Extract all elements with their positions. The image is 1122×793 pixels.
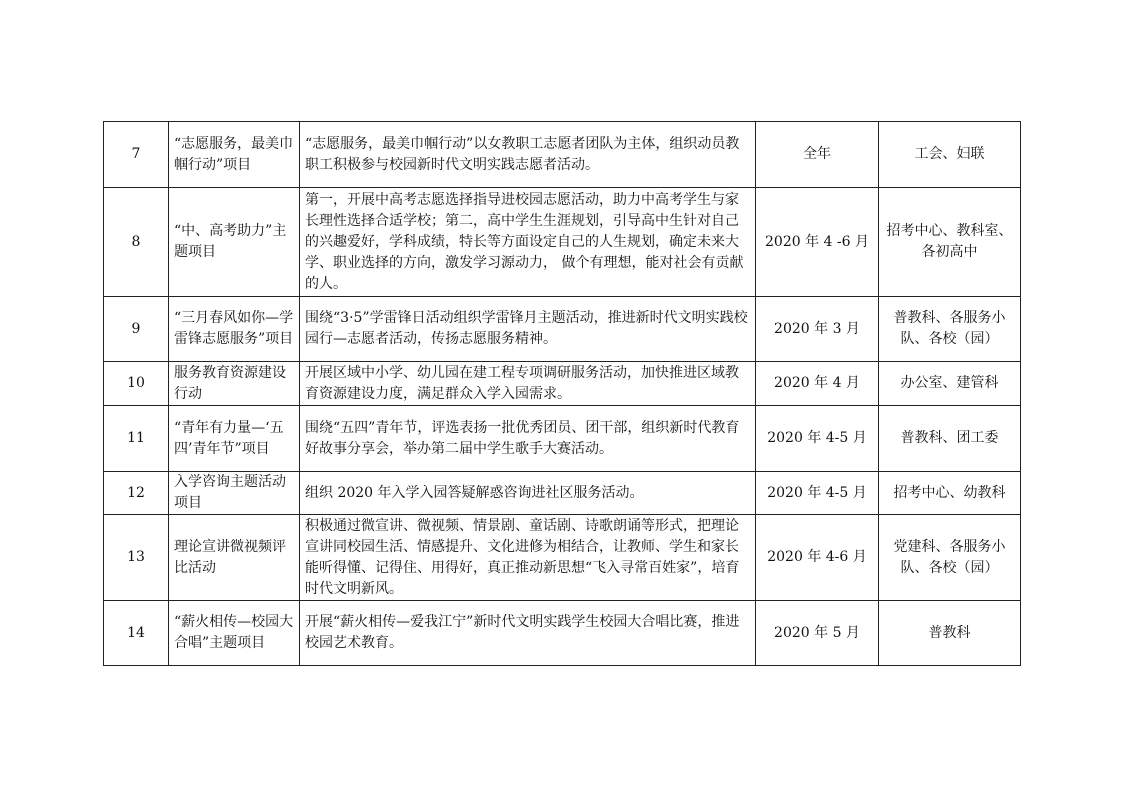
responsible-department: 工会、妇联	[879, 122, 1021, 188]
project-time: 2020 年 4-5 月	[756, 406, 879, 472]
activity-table	[103, 121, 1021, 666]
project-name: “中、高考助力”主题项目	[169, 188, 300, 297]
table-row	[104, 297, 1021, 362]
project-content: 积极通过微宣讲、微视频、情景剧、童话剧、诗歌朗诵等形式，把理论宣讲同校园生活、情感提升、文化进修为相结合，让教师、学生和家长能听得懂、记得住、用得好，真正推动新思想“飞入寻常百姓家”，培育时代文明新风。	[300, 515, 756, 601]
row-number: 7	[104, 122, 169, 188]
responsible-department: 普教科、团工委	[879, 406, 1021, 472]
table-row	[104, 515, 1021, 601]
project-name: “青年有力量—‘五四’青年节”项目	[169, 406, 300, 472]
project-content: 围绕“五四”青年节，评选表扬一批优秀团员、团干部，组织新时代教育好故事分享会，举办第二届中学生歌手大赛活动。	[300, 406, 756, 472]
row-number: 10	[104, 362, 169, 406]
project-content: 开展区域中小学、幼儿园在建工程专项调研服务活动，加快推进区域教育资源建设力度，满足群众入学入园需求。	[300, 362, 756, 406]
row-number: 11	[104, 406, 169, 472]
project-content: “志愿服务，最美巾帼行动”以女教职工志愿者团队为主体，组织动员教职工积极参与校园新时代文明实践志愿者活动。	[300, 122, 756, 188]
responsible-department: 招考中心、幼教科	[879, 472, 1021, 515]
table-row	[104, 601, 1021, 666]
responsible-department: 普教科、各服务小队、各校（园）	[879, 297, 1021, 362]
row-number: 14	[104, 601, 169, 666]
responsible-department: 办公室、建管科	[879, 362, 1021, 406]
responsible-department: 招考中心、教科室、各初高中	[879, 188, 1021, 297]
table-row	[104, 406, 1021, 472]
project-time: 2020 年 4 月	[756, 362, 879, 406]
project-name: “志愿服务，最美巾帼行动”项目	[169, 122, 300, 188]
responsible-department: 普教科	[879, 601, 1021, 666]
project-time: 2020 年 4 -6 月	[756, 188, 879, 297]
project-content: 组织 2020 年入学入园答疑解惑咨询进社区服务活动。	[300, 472, 756, 515]
table-row	[104, 362, 1021, 406]
responsible-department: 党建科、各服务小队、各校（园）	[879, 515, 1021, 601]
table-row	[104, 188, 1021, 297]
project-time: 2020 年 3 月	[756, 297, 879, 362]
row-number: 13	[104, 515, 169, 601]
table-row	[104, 472, 1021, 515]
project-content: 第一，开展中高考志愿选择指导进校园志愿活动，助力中高考学生与家长理性选择合适学校；第二，高中学生生涯规划，引导高中生针对自己的兴趣爱好，学科成绩，特长等方面设定自己的人生规划，确定未来大学、职业选择的方向，激发学习源动力， 做个有理想，能对社会有贡献的人。	[300, 188, 756, 297]
project-name: “三月春风如你—学雷锋志愿服务”项目	[169, 297, 300, 362]
project-time: 2020 年 4-6 月	[756, 515, 879, 601]
project-time: 全年	[756, 122, 879, 188]
project-time: 2020 年 4-5 月	[756, 472, 879, 515]
project-name: 入学咨询主题活动项目	[169, 472, 300, 515]
table-row	[104, 122, 1021, 188]
row-number: 8	[104, 188, 169, 297]
project-content: 围绕“3·5”学雷锋日活动组织学雷锋月主题活动，推进新时代文明实践校园行—志愿者活动，传扬志愿服务精神。	[300, 297, 756, 362]
project-time: 2020 年 5 月	[756, 601, 879, 666]
row-number: 12	[104, 472, 169, 515]
project-name: 理论宣讲微视频评比活动	[169, 515, 300, 601]
project-name: “薪火相传—校园大合唱”主题项目	[169, 601, 300, 666]
project-content: 开展“薪火相传—爱我江宁”新时代文明实践学生校园大合唱比赛，推进校园艺术教育。	[300, 601, 756, 666]
row-number: 9	[104, 297, 169, 362]
project-name: 服务教育资源建设行动	[169, 362, 300, 406]
